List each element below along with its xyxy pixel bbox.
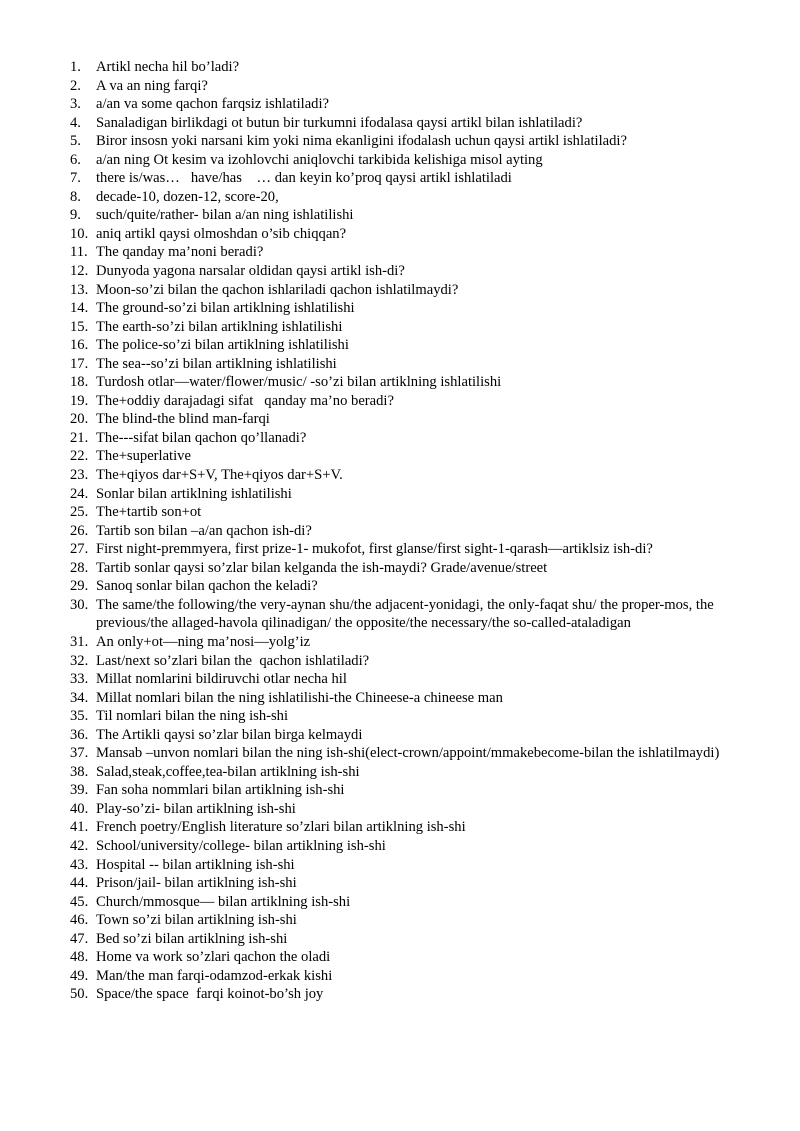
question-item (70, 985, 730, 1004)
question-text: French poetry/English literature so’zlari bilan artiklning ish-shi (96, 819, 466, 836)
question-number: 35. (70, 708, 89, 725)
question-item (70, 707, 730, 726)
question-text: The ground-so’zi bilan artiklning ishlatilishi (96, 300, 355, 317)
question-number: 45. (70, 893, 89, 910)
question-text: such/quite/rather- bilan a/an ning ishlatilishi (96, 207, 354, 224)
question-item (70, 373, 730, 392)
question-text: Tartib son bilan –a/an qachon ish-di? (96, 522, 312, 539)
question-item (70, 689, 730, 708)
question-number: 42. (70, 837, 89, 854)
question-item (70, 744, 730, 763)
question-text: Last/next so’zlari bilan the qachon ishlatiladi? (96, 652, 370, 669)
question-text: The sea--so’zi bilan artiklning ishlatilishi (96, 355, 337, 372)
question-text: The Artikli qaysi so’zlar bilan birga kelmaydi (96, 726, 363, 743)
question-item (70, 188, 730, 207)
question-text: The+tartib son+ot (96, 504, 202, 521)
question-item (70, 114, 730, 133)
question-text: A va an ning farqi? (96, 77, 208, 94)
question-text: Artikl necha hil bo’ladi? (96, 59, 240, 75)
question-number: 29. (70, 578, 89, 595)
question-item (70, 559, 730, 578)
question-number: 17. (70, 355, 89, 372)
question-text: Salad,steak,coffee,tea-bilan artiklning ish-shi (96, 763, 360, 780)
question-text: The police-so’zi bilan artiklning ishlatilishi (96, 337, 349, 354)
question-item (70, 299, 730, 318)
question-number: 2. (70, 77, 81, 94)
question-item (70, 670, 730, 689)
question-text: The earth-so’zi bilan artiklning ishlatilishi (96, 318, 343, 335)
question-item (70, 911, 730, 930)
question-text: a/an ning Ot kesim va izohlovchi aniqlovchi tarkibida kelishiga misol ayting (96, 151, 543, 168)
question-item (70, 856, 730, 875)
question-text: Millat nomlari bilan the ning ishlatilishi-the Chineese-a chineese man (96, 689, 503, 706)
question-number: 3. (70, 96, 81, 113)
question-number: 14. (70, 300, 89, 317)
question-item (70, 132, 730, 151)
question-item (70, 169, 730, 188)
question-number: 7. (70, 170, 81, 187)
question-item (70, 652, 730, 671)
question-number: 47. (70, 930, 89, 947)
question-number: 41. (70, 819, 89, 836)
question-number: 13. (70, 281, 89, 298)
question-item (70, 522, 730, 541)
question-number: 32. (70, 652, 89, 669)
question-number: 10. (70, 225, 89, 242)
question-text: decade-10, dozen-12, score-20, (96, 188, 279, 205)
question-number: 9. (70, 207, 81, 224)
question-number: 20. (70, 411, 89, 428)
question-item (70, 355, 730, 374)
question-number: 26. (70, 522, 89, 539)
question-number: 6. (70, 151, 81, 168)
question-text: Millat nomlarini bildiruvchi otlar necha hil (96, 671, 347, 688)
question-number: 1. (70, 59, 81, 75)
question-number: 27. (70, 541, 89, 558)
question-item (70, 410, 730, 429)
question-text: The+superlative (96, 448, 191, 465)
question-text: Dunyoda yagona narsalar oldidan qaysi artikl ish-di? (96, 263, 405, 280)
question-item (70, 466, 730, 485)
question-number: 15. (70, 318, 89, 335)
question-number: 28. (70, 559, 89, 576)
question-item (70, 893, 730, 912)
question-text: Mansab –unvon nomlari bilan the ning ish-shi(elect-crown/appoint/mmakebecome-bilan the ishlatilmaydi) (96, 745, 720, 762)
question-number: 23. (70, 467, 89, 484)
question-number: 4. (70, 114, 81, 131)
question-item (70, 948, 730, 967)
question-item (70, 837, 730, 856)
question-text: Sonlar bilan artiklning ishlatilishi (96, 485, 292, 502)
question-item (70, 77, 730, 96)
question-text: The blind-the blind man-farqi (96, 411, 270, 428)
question-item (70, 262, 730, 281)
question-text: Biror insosn yoki narsani kim yoki nima ekanligini ifodalash uchun qaysi artikl ishlatiladi? (96, 133, 627, 150)
question-item (70, 151, 730, 170)
question-item (70, 429, 730, 448)
question-number: 19. (70, 392, 89, 409)
question-item (70, 967, 730, 986)
question-number: 18. (70, 374, 89, 391)
question-number: 31. (70, 633, 89, 650)
question-text: The qanday ma’noni beradi? (96, 244, 264, 261)
question-text: School/university/college- bilan artiklning ish-shi (96, 837, 386, 854)
question-text: Sanaladigan birlikdagi ot butun bir turkumni ifodalasa qaysi artikl bilan ishlatiladi? (96, 114, 583, 131)
question-text: Space/the space farqi koinot-bo’sh joy (96, 986, 324, 1003)
question-number: 49. (70, 967, 89, 984)
question-number: 11. (70, 244, 88, 261)
question-text: The+qiyos dar+S+V, The+qiyos dar+S+V. (96, 467, 343, 484)
question-text: Play-so’zi- bilan artiklning ish-shi (96, 800, 296, 817)
question-number: 5. (70, 133, 81, 150)
question-text: Sanoq sonlar bilan qachon the keladi? (96, 578, 318, 595)
question-number: 44. (70, 875, 89, 892)
question-number: 38. (70, 763, 89, 780)
question-number: 22. (70, 448, 89, 465)
question-text: Man/the man farqi-odamzod-erkak kishi (96, 967, 333, 984)
question-text: Tartib sonlar qaysi so’zlar bilan kelganda the ish-maydi? Grade/avenue/street (96, 559, 548, 576)
question-item (70, 577, 730, 596)
question-number: 48. (70, 949, 89, 966)
question-number: 16. (70, 337, 89, 354)
question-number: 37. (70, 745, 89, 762)
question-number: 24. (70, 485, 89, 502)
question-text: Hospital -- bilan artiklning ish-shi (96, 856, 295, 873)
question-text: The+oddiy darajadagi sifat qanday ma’no beradi? (96, 392, 394, 409)
question-number: 30. (70, 596, 89, 613)
question-number: 34. (70, 689, 89, 706)
question-item (70, 633, 730, 652)
question-text: Fan soha nommlari bilan artiklning ish-shi (96, 782, 345, 799)
question-text: The same/the following/the very-aynan shu/the adjacent-yonidagi, the only-faqat shu/ the proper-mos, the previous/the allaged-havola qilinadigan/ the opposite/the necessary/the so-called-ataladigan (96, 596, 718, 632)
question-number: 43. (70, 856, 89, 873)
question-number: 40. (70, 800, 89, 817)
question-number: 8. (70, 188, 81, 205)
question-item (70, 392, 730, 411)
question-list (70, 58, 730, 1004)
question-text: An only+ot—ning ma’nosi—yolg’iz (96, 633, 311, 650)
question-text: Town so’zi bilan artiklning ish-shi (96, 912, 297, 929)
question-number: 39. (70, 782, 89, 799)
question-number: 25. (70, 504, 89, 521)
question-item (70, 485, 730, 504)
question-item (70, 800, 730, 819)
question-item (70, 818, 730, 837)
question-item (70, 503, 730, 522)
question-text: Moon-so’zi bilan the qachon ishlariladi qachon ishlatilmaydi? (96, 281, 459, 298)
question-number: 50. (70, 986, 89, 1003)
question-item (70, 336, 730, 355)
question-number: 21. (70, 429, 89, 446)
question-item (70, 763, 730, 782)
question-text: First night-premmyera, first prize-1- mukofot, first glanse/first sight-1-qarash—artiklsiz ish-di? (96, 541, 653, 558)
question-number: 46. (70, 912, 89, 929)
question-number: 36. (70, 726, 89, 743)
question-number: 33. (70, 671, 89, 688)
question-text: Turdosh otlar—water/flower/music/ -so’zi bilan artiklning ishlatilishi (96, 374, 502, 391)
question-item (70, 58, 730, 77)
question-text: Til nomlari bilan the ning ish-shi (96, 708, 289, 725)
question-item (70, 281, 730, 300)
question-number: 12. (70, 263, 89, 280)
question-text: Bed so’zi bilan artiklning ish-shi (96, 930, 288, 947)
question-text: The---sifat bilan qachon qo’llanadi? (96, 429, 307, 446)
question-text: aniq artikl qaysi olmoshdan o’sib chiqqan? (96, 225, 347, 242)
question-item (70, 206, 730, 225)
question-item (70, 781, 730, 800)
question-item (70, 726, 730, 745)
question-item (70, 318, 730, 337)
question-item (70, 930, 730, 949)
question-item (70, 243, 730, 262)
question-item (70, 447, 730, 466)
question-text: Prison/jail- bilan artiklning ish-shi (96, 875, 297, 892)
question-item (70, 540, 730, 559)
question-item (70, 596, 730, 633)
question-text: there is/was… have/has … dan keyin ko’proq qaysi artikl ishlatiladi (96, 170, 512, 187)
question-text: Home va work so’zlari qachon the oladi (96, 949, 331, 966)
question-item (70, 225, 730, 244)
question-item (70, 95, 730, 114)
question-text: Church/mmosque— bilan artiklning ish-shi (96, 893, 351, 910)
question-item (70, 874, 730, 893)
question-text: a/an va some qachon farqsiz ishlatiladi? (96, 96, 330, 113)
